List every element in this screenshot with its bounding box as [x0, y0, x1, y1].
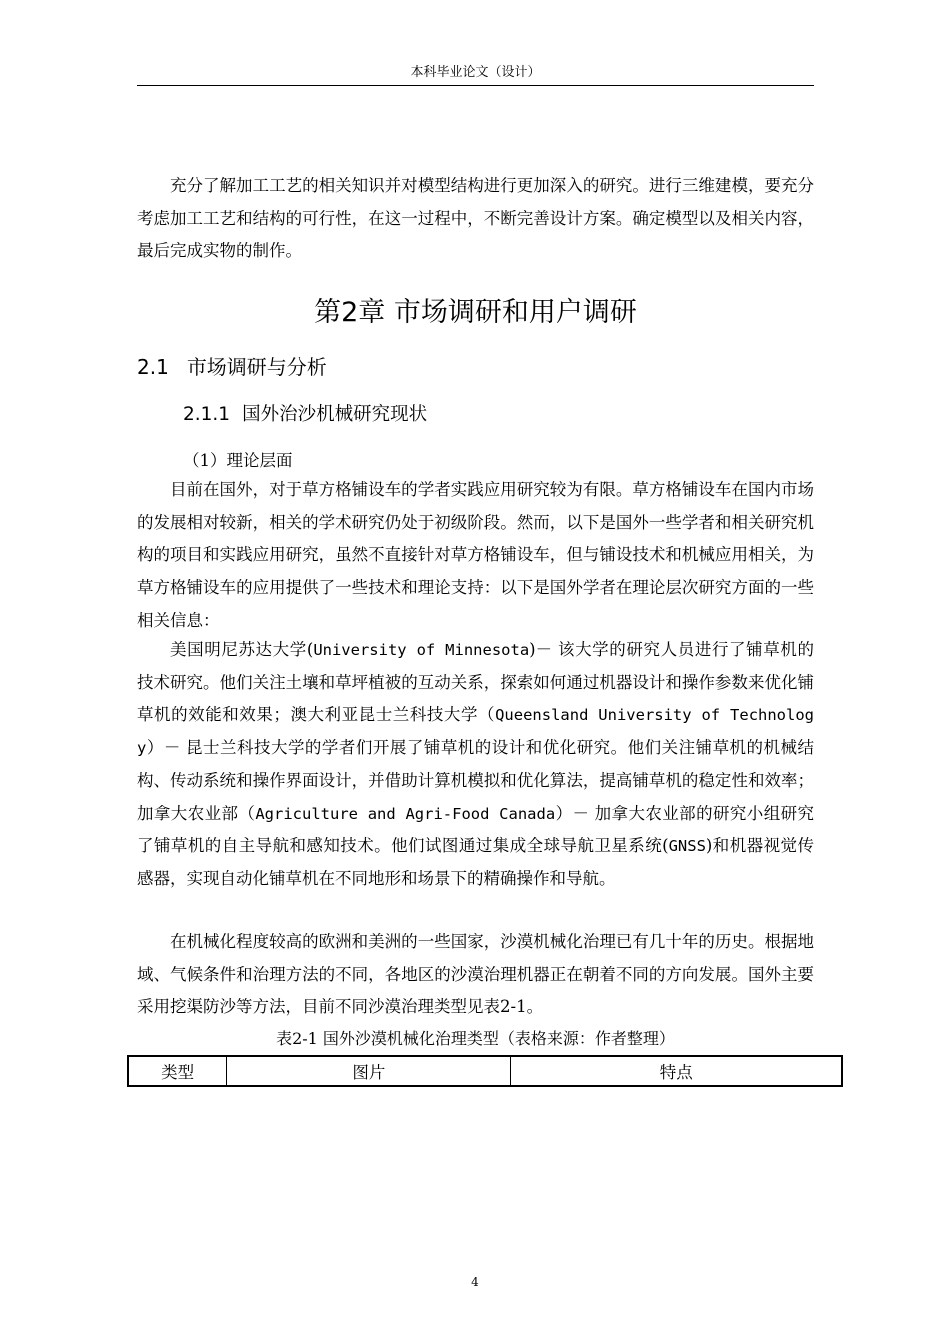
text-run: )和机器视觉传感器，实现自动化铺草机在不同地形和场景下的精确操作和导航。	[137, 836, 815, 888]
chapter-number: 第2章	[314, 297, 386, 328]
section-number: 2.1	[137, 355, 169, 379]
page-header: 本科毕业论文（设计）	[410, 65, 541, 80]
section-title	[137, 351, 327, 383]
latin-run: Queensland University of Technology	[137, 706, 815, 758]
subsection-number: 2.1.1	[183, 404, 231, 425]
subsection-name: 国外治沙机械研究现状	[242, 404, 428, 425]
chapter-name: 市场调研和用户调研	[393, 297, 637, 328]
paragraph-theory: 目前在国外，对于草方格铺设车的学者实践应用研究较为有限。草方格铺设车在国内市场的发展相对较新，相关的学术研究仍处于初级阶段。然而，以下是国外一些学者和相关研究机构的项目和实践应用研究，虽然不直接针对草方格铺设车，但与铺设技术和机械应用相关，为草方格铺设车的应用提供了一些技术和理论支持：以下是国外学者在理论层次研究方面的一些相关信息：	[137, 480, 814, 630]
text-run: ）－ 昆士兰科技大学的学者们开展了铺草机的设计和优化研究。他们关注铺草机的机械结构、传动系统和操作界面设计，并借助计算机模拟和优化算法，提高铺草机的稳定性和效率；加拿大农业部（	[137, 738, 814, 823]
latin-run: Agriculture and Agri-Food Canada	[255, 804, 556, 823]
item-label: （1）理论层面	[183, 451, 293, 470]
header-rule	[137, 85, 814, 86]
table-header-image: 图片	[227, 1056, 511, 1086]
text-run: ）－ 加拿大农业部的研究小组研究了铺草机的自主导航和感知技术。他们试图通过集成全球导航卫星系统(	[137, 803, 815, 856]
text-run: 美国明尼苏达大学(	[170, 640, 314, 659]
desert-control-table	[127, 1055, 843, 1087]
chapter-title	[137, 294, 814, 332]
intro-paragraph: 充分了解加工工艺的相关知识并对模型结构进行更加深入的研究。进行三维建模，要充分考虑加工工艺和结构的可行性，在这一过程中，不断完善设计方案。确定模型以及相关内容，最后完成实物的制作。	[137, 176, 814, 261]
latin-run: University of Minnesota	[313, 641, 530, 659]
subsection-title	[183, 399, 427, 431]
table-header-type: 类型	[128, 1056, 227, 1086]
table-header-row	[128, 1056, 842, 1086]
table-header-features: 特点	[511, 1056, 842, 1086]
text-run: )－ 该大学的研究人员进行了铺草机的技术研究。他们关注土壤和草坪植被的互动关系，探索如何通过机器设计和操作参数来优化铺草机的效能和效果；澳大利亚昆士兰科技大学（	[137, 640, 814, 725]
table-caption: 表2-1 国外沙漠机械化治理类型（表格来源：作者整理）	[276, 1029, 675, 1048]
latin-run: GNSS	[668, 837, 706, 856]
section-name: 市场调研与分析	[186, 355, 327, 379]
paragraph-mechanization: 在机械化程度较高的欧洲和美洲的一些国家，沙漠机械化治理已有几十年的历史。根据地域、气候条件和治理方法的不同，各地区的沙漠治理机器正在朝着不同的方向发展。国外主要采用挖渠防沙等方法，目前不同沙漠治理类型见表2-1。	[137, 932, 814, 1017]
page-number: 4	[471, 1275, 479, 1289]
paragraph-institutions	[137, 634, 814, 896]
